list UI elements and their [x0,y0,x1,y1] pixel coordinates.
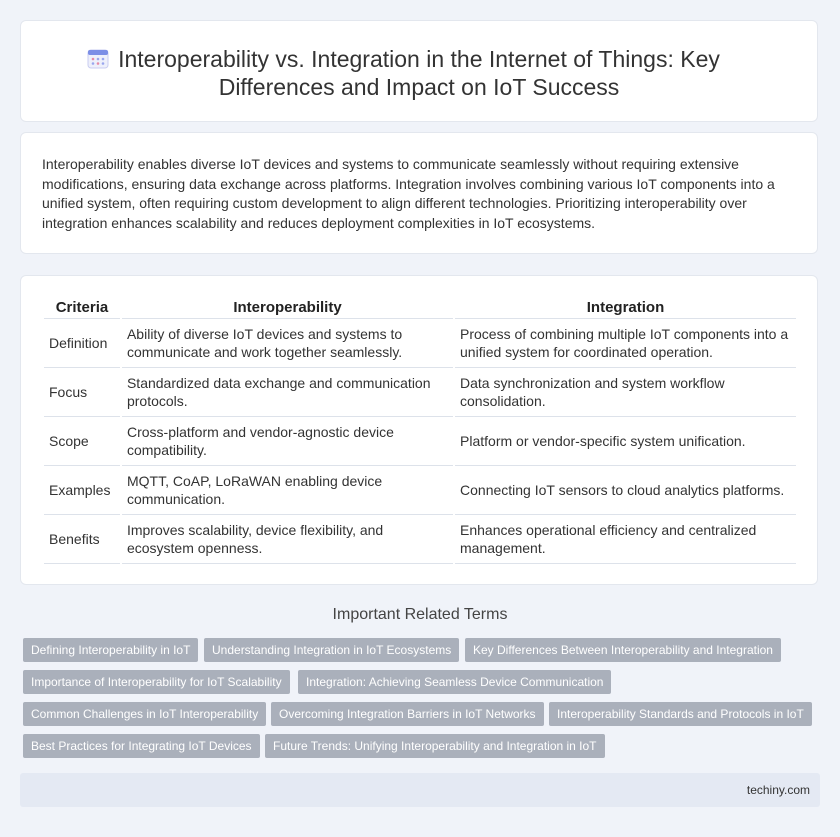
header-criteria: Criteria [44,296,120,319]
related-term-tag[interactable]: Defining Interoperability in IoT [23,638,198,662]
row-integration: Connecting IoT sensors to cloud analytics platforms. [455,466,796,515]
row-criteria: Scope [44,417,120,466]
table-row [44,319,796,368]
related-term-tag[interactable]: Future Trends: Unifying Interoperability and Integration in IoT [265,734,605,758]
footer-bar [20,773,820,807]
intro-paragraph: Interoperability enables diverse IoT devices and systems to communicate seamlessly without requiring extensive modifications, ensuring data exchange across platforms. Integration involves combining various IoT components into a unified system, often requiring custom development to align different technologies. Prioritizing interoperability over integration enhances scalability and reduces deployment complexities in IoT ecosystems. [42,156,775,231]
related-term-tag[interactable]: Interoperability Standards and Protocols in IoT [549,702,812,726]
comparison-table [42,296,798,564]
related-term-tag[interactable]: Overcoming Integration Barriers in IoT Networks [271,702,544,726]
row-integration: Data synchronization and system workflow consolidation. [455,368,796,417]
row-interoperability: Standardized data exchange and communication protocols. [122,368,453,417]
row-criteria: Examples [44,466,120,515]
intro-card [20,132,818,254]
related-term-tag[interactable]: Common Challenges in IoT Interoperability [23,702,266,726]
row-interoperability: Cross-platform and vendor-agnostic device compatibility. [122,417,453,466]
row-integration: Platform or vendor-specific system unification. [455,417,796,466]
header-interoperability: Interoperability [122,296,453,319]
row-integration: Enhances operational efficiency and centralized management. [455,515,796,564]
table-row [44,417,796,466]
row-criteria: Focus [44,368,120,417]
related-terms-heading: Important Related Terms [332,606,508,623]
related-term-tag[interactable]: Best Practices for Integrating IoT Devices [23,734,260,758]
related-term-tag[interactable]: Importance of Interoperability for IoT Scalability [23,670,290,694]
related-term-tag[interactable]: Integration: Achieving Seamless Device Communication [298,670,611,694]
title-card [20,20,818,122]
table-row [44,368,796,417]
page-title: Interoperability vs. Integration in the Internet of Things: Key Differences and Impact on IoT Success [118,46,720,100]
related-term-tag[interactable]: Key Differences Between Interoperability and Integration [465,638,781,662]
table-header-row [44,296,796,319]
header-integration: Integration [455,296,796,319]
related-term-tag[interactable]: Understanding Integration in IoT Ecosystems [204,638,459,662]
table-row [44,515,796,564]
comparison-card [20,275,818,585]
row-interoperability: Improves scalability, device flexibility, and ecosystem openness. [122,515,453,564]
footer-site-link[interactable]: techiny.com [746,783,810,797]
row-criteria: Definition [44,319,120,368]
row-integration: Process of combining multiple IoT components into a unified system for coordinated operation. [455,319,796,368]
row-interoperability: MQTT, CoAP, LoRaWAN enabling device communication. [122,466,453,515]
row-interoperability: Ability of diverse IoT devices and systems to communicate and work together seamlessly. [122,319,453,368]
row-criteria: Benefits [44,515,120,564]
table-row [44,466,796,515]
